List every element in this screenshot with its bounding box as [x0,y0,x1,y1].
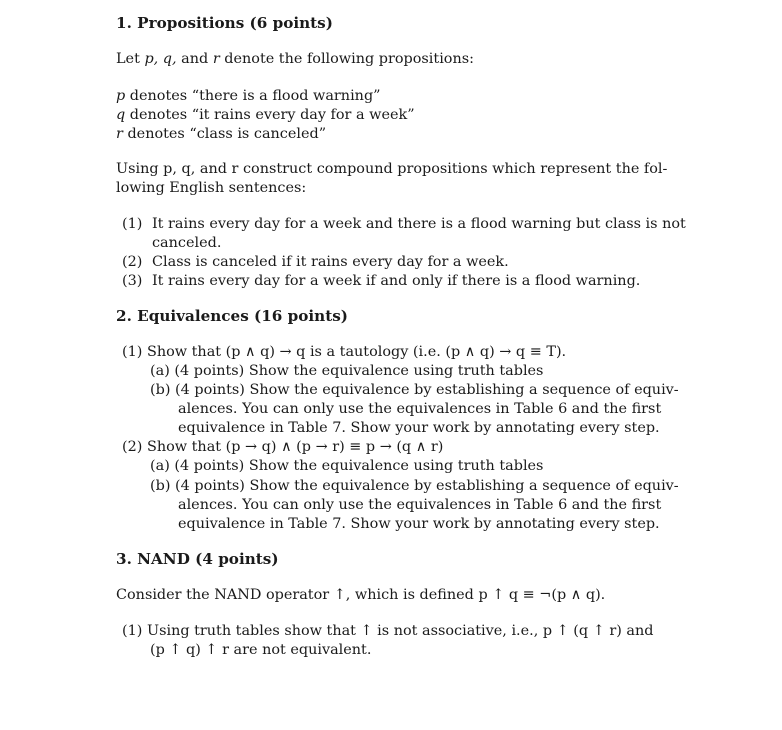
intro-vars: p, q, [144,51,177,67]
definition-p: p denotes “there is a flood warning” [116,88,381,104]
intro-var-r: r [212,51,220,67]
eq-item-1b-line-2: alences. You can only use the equivalences in Table 6 and the first [178,401,662,417]
intro-text: Let [116,51,145,67]
list-item-1-cont: canceled. [152,235,222,251]
list-item-3: (3) It rains every day for a week if and only if there is a flood warning. [122,273,641,289]
nand-item-1-line-1: (1) Using truth tables show that ↑ is not associative, i.e., p ↑ (q ↑ r) and [122,623,654,639]
definition-r: r denotes “class is canceled” [116,126,327,142]
paragraph-line-2: lowing English sentences: [116,180,307,196]
definition-q: q denotes “it rains every day for a week” [116,107,415,123]
paragraph-line-1: Using p, q, and r construct compound propositions which represent the fol- [116,161,668,177]
eq-item-2b-line-1: (b) (4 points) Show the equivalence by establishing a sequence of equiv- [150,478,679,494]
eq-item-1b-line-1: (b) (4 points) Show the equivalence by establishing a sequence of equiv- [150,382,679,398]
intro-and: and [176,51,213,67]
section-1-intro [116,50,474,70]
eq-item-2b-line-2: alences. You can only use the equivalences in Table 6 and the first [178,497,662,513]
eq-item-1: (1) Show that (p ∧ q) → q is a tautology (i.e. (p ∧ q) → q ≡ T). [122,344,567,360]
section-1-title: 1. Propositions (6 points) [116,14,333,32]
list-item-1: (1) It rains every day for a week and there is a flood warning but class is not [122,216,686,232]
eq-item-2a: (a) (4 points) Show the equivalence using truth tables [150,458,544,474]
eq-item-2: (2) Show that (p → q) ∧ (p → r) ≡ p → (q ∧ r) [122,439,444,455]
nand-item-1-line-2: (p ↑ q) ↑ r are not equivalent. [150,642,372,658]
list-item-2: (2) Class is canceled if it rains every day for a week. [122,254,509,270]
intro-text-end: denote the following propositions: [219,51,474,67]
section-2-title: 2. Equivalences (16 points) [116,307,348,325]
eq-item-1b-line-3: equivalence in Table 7. Show your work by annotating every step. [178,420,660,436]
eq-item-2b-line-3: equivalence in Table 7. Show your work by annotating every step. [178,516,660,532]
nand-intro: Consider the NAND operator ↑, which is defined p ↑ q ≡ ¬(p ∧ q). [116,587,606,603]
eq-item-1a: (a) (4 points) Show the equivalence using truth tables [150,363,544,379]
section-3-title: 3. NAND (4 points) [116,550,279,568]
